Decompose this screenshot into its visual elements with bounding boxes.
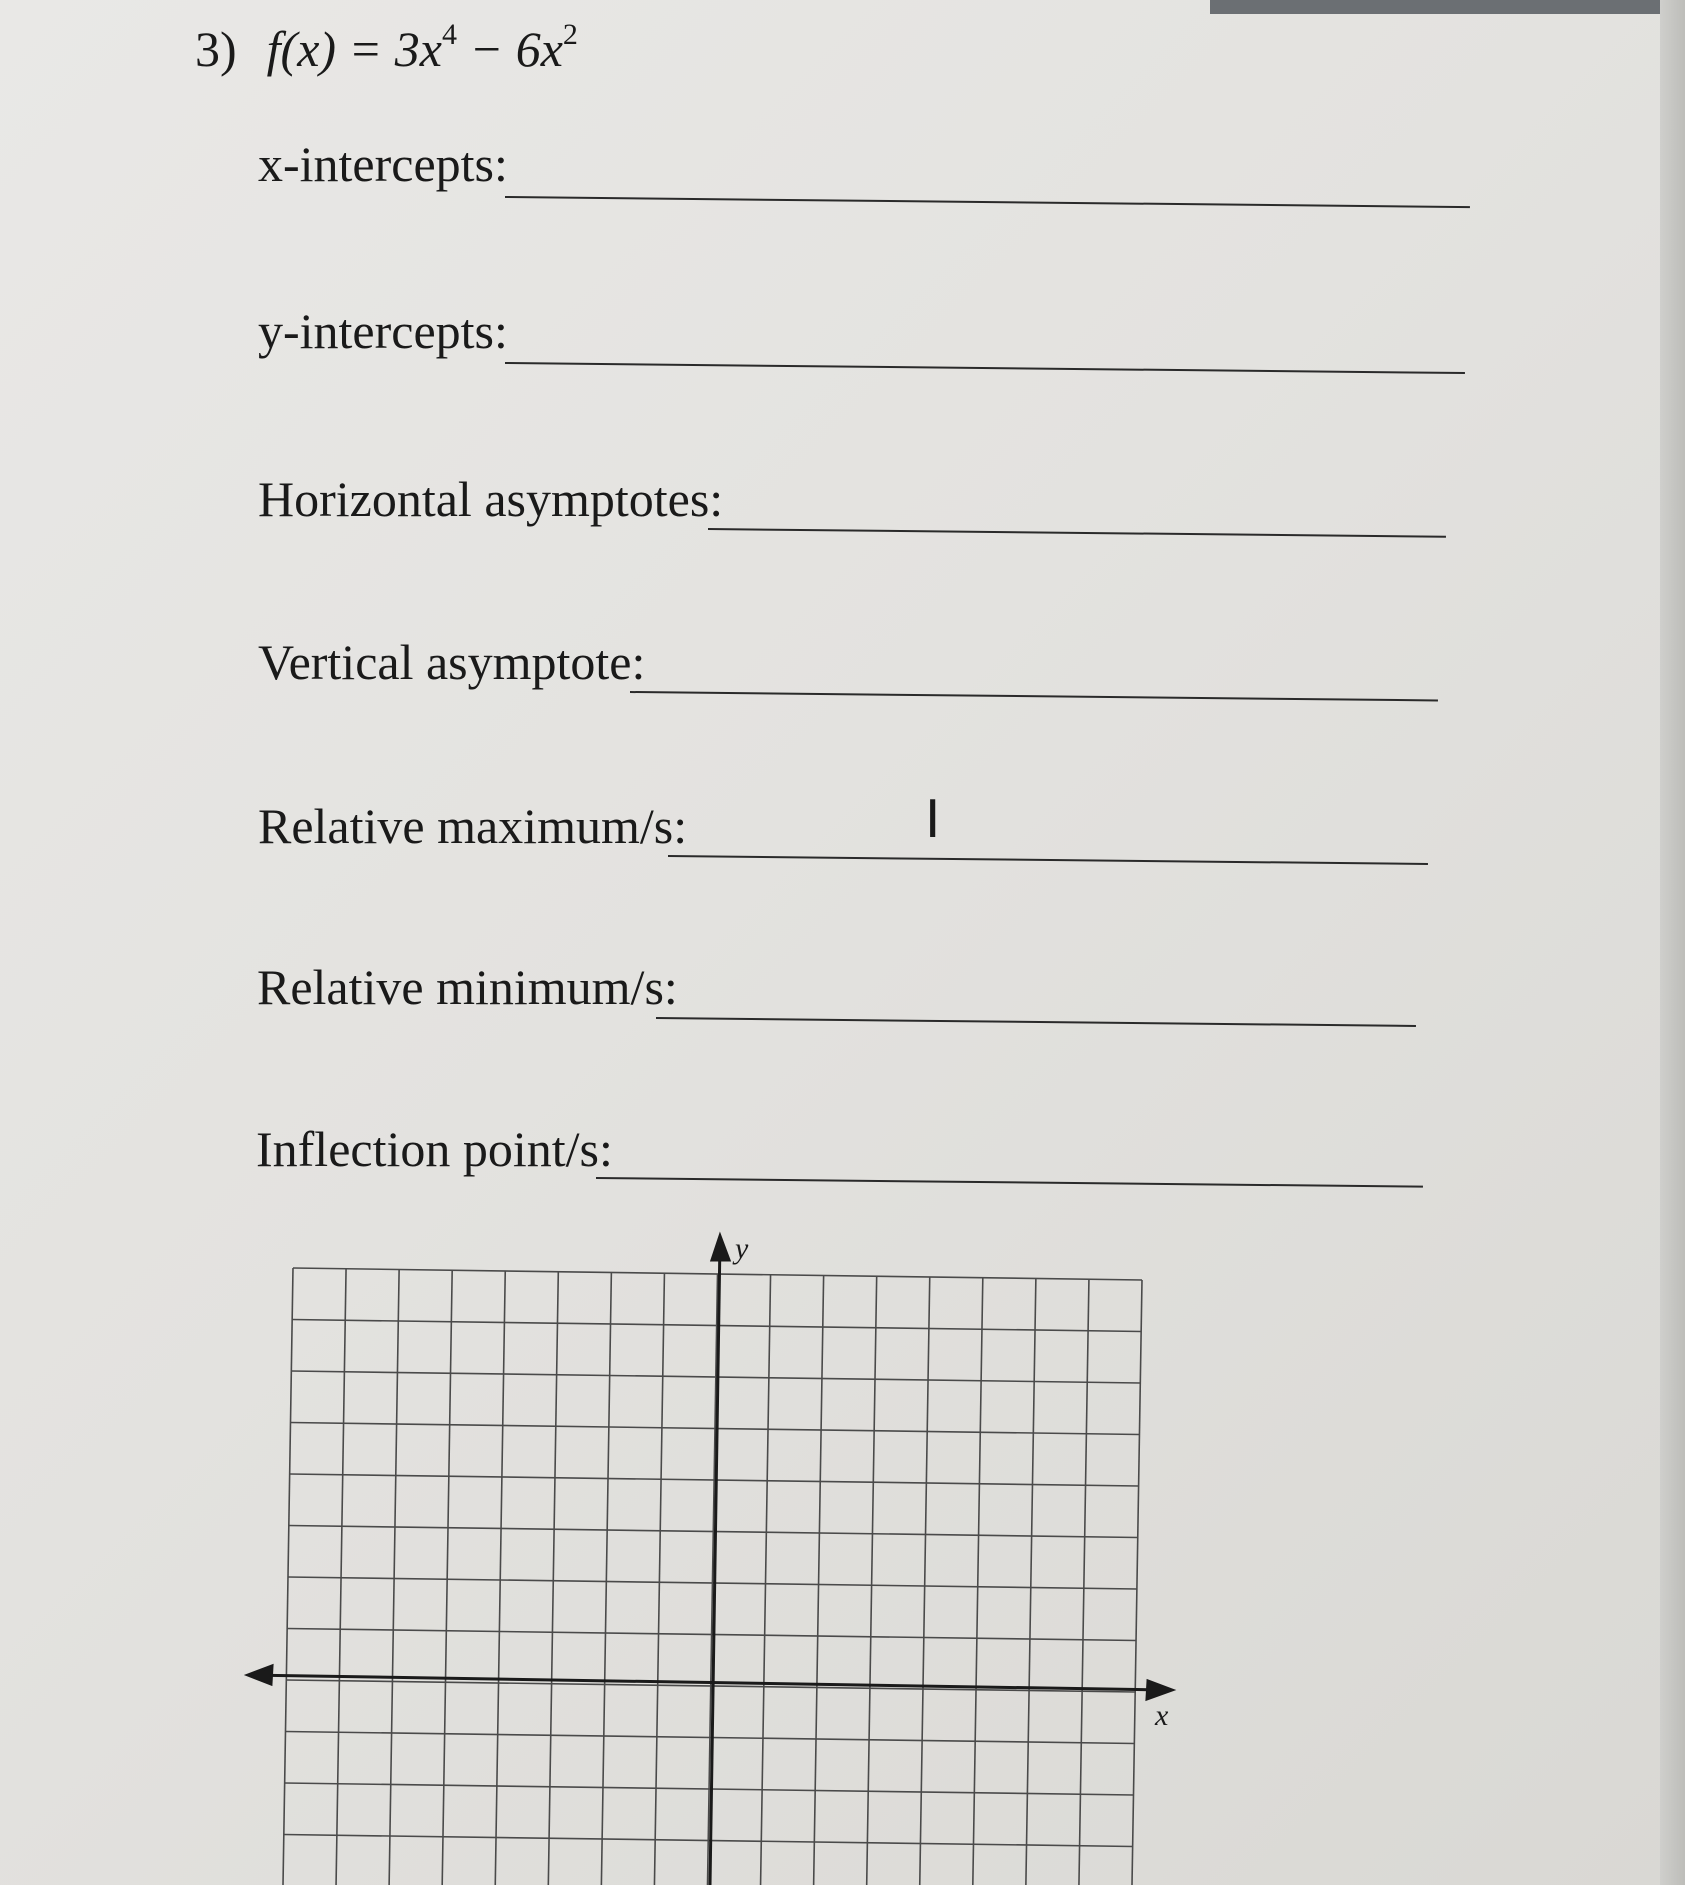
grid-vertical-line [601, 1273, 611, 1885]
y-axis [710, 1240, 720, 1885]
grid-vertical-line [389, 1270, 399, 1885]
x-axis-left-arrow-icon [248, 1666, 272, 1684]
axes [248, 1236, 1172, 1885]
grid-vertical-line [761, 1275, 771, 1885]
field-label: Vertical asymptote: [258, 634, 646, 690]
grid-vertical-line [442, 1270, 452, 1885]
grid-vertical-line [973, 1278, 983, 1885]
grid-vertical-line [867, 1276, 877, 1885]
grid-vertical-line [814, 1276, 824, 1885]
y-axis-label: y [735, 1232, 749, 1265]
grid-vertical-line [548, 1272, 558, 1885]
field-label: x-intercepts: [258, 136, 508, 192]
field-label: Relative minimum/s: [257, 959, 678, 1015]
text-cursor-icon: I [925, 790, 941, 850]
field-label: Inflection point/s: [256, 1121, 613, 1177]
grid-vertical-line [336, 1269, 346, 1885]
problem-number: 3) [195, 21, 237, 77]
grid-vertical-line [654, 1273, 664, 1885]
field-label: y-intercepts: [258, 303, 508, 359]
function-middle: − 6x [456, 21, 563, 77]
grid-vertical-line [495, 1271, 505, 1885]
exponent-4: 4 [441, 18, 457, 51]
x-axis-label: x [1155, 1699, 1169, 1732]
grid-vertical-line [920, 1277, 930, 1885]
field-label: Relative maximum/s: [258, 798, 688, 854]
function-lhs: f(x) = 3x [266, 21, 442, 77]
field-label: Horizontal asymptotes: [258, 471, 724, 527]
y-axis-up-arrow-icon [712, 1236, 729, 1260]
exponent-2: 2 [562, 18, 578, 51]
x-axis-right-arrow-icon [1147, 1681, 1172, 1699]
x-axis [250, 1675, 1165, 1690]
